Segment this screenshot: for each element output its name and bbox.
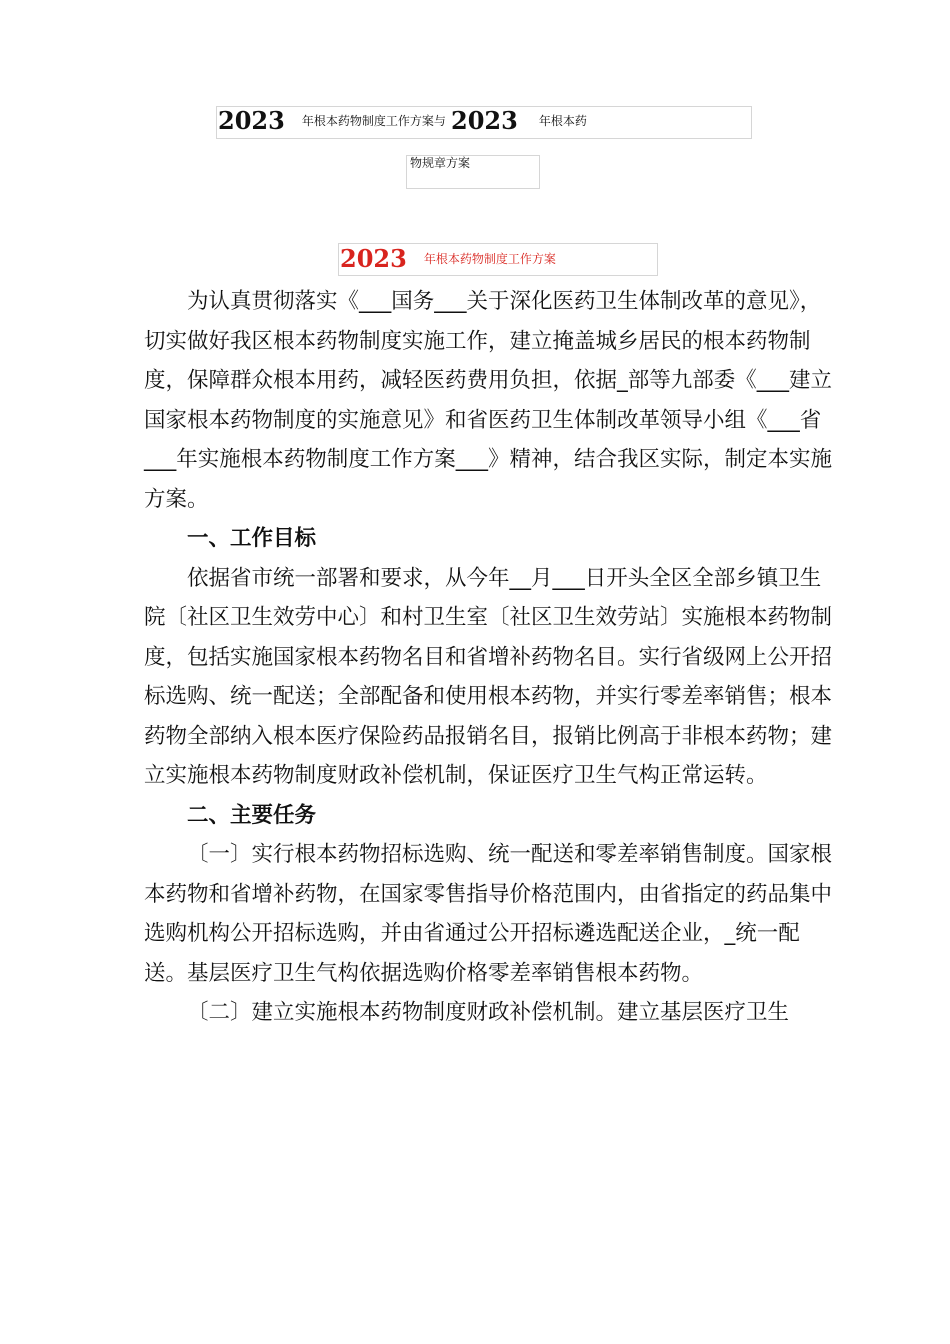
heading-work-goals: 一、工作目标 <box>187 526 317 551</box>
section-title-year: 2023 <box>340 244 407 273</box>
title-year-2: 2023 <box>451 106 518 135</box>
title-text-3: 物规章方案 <box>410 156 471 170</box>
section-title-text: 年根本药物制度工作方案 <box>423 252 556 266</box>
document-title-line-1 <box>218 106 587 135</box>
task-1-paragraph: 〔一〕实行根本药物招标选购、统一配送和零差率销售制度。国家根本药物和省增补药物，在国家零售指导价格范围内，由省指定的药品集中选购机构公开招标选购，并由省通过公开招标遴选配送企业，_统一配送。基层医疗卫生气构依据选购价格零差率销售根本药物。 <box>144 842 833 986</box>
title-text-2: 年根本药 <box>538 114 587 128</box>
title-year-1: 2023 <box>218 106 285 135</box>
section-title <box>340 244 556 273</box>
title-text-1: 年根本药物制度工作方案与 <box>301 114 446 128</box>
heading-main-tasks: 二、主要任务 <box>187 802 317 828</box>
task-2-paragraph: 〔二〕建立实施根本药物制度财政补偿机制。建立基层医疗卫生 <box>187 1000 790 1025</box>
document-body <box>144 282 834 1033</box>
document-title-line-2 <box>410 152 470 171</box>
goals-paragraph: 依据省市统一部署和要求，从今年__月___日开头全区全部乡镇卫生院〔社区卫生效劳中心〕和村卫生室〔社区卫生效劳站〕实施根本药物制度，包括实施国家根本药物名目和省增补药物名目。实行省级网上公开招标选购、统一配送；全部配备和使用根本药物，并实行零差率销售；根本药物全部纳入根本医疗保险药品报销名目，报销比例高于非根本药物；建立实施根本药物制度财政补偿机制，保证医疗卫生气构正常运转。 <box>144 565 833 788</box>
intro-paragraph: 为认真贯彻落实《___国务___关于深化医药卫生体制改革的意见》，切实做好我区根本药物制度实施工作，建立掩盖城乡居民的根本药物制度，保障群众根本用药，减轻医药费用负担，依据_部等九部委《___建立国家根本药物制度的实施意见》和省医药卫生体制改革领导小组《___省___年实施根本药物制度工作方案___》精神，结合我区实际，制定本实施方案。 <box>144 289 833 512</box>
